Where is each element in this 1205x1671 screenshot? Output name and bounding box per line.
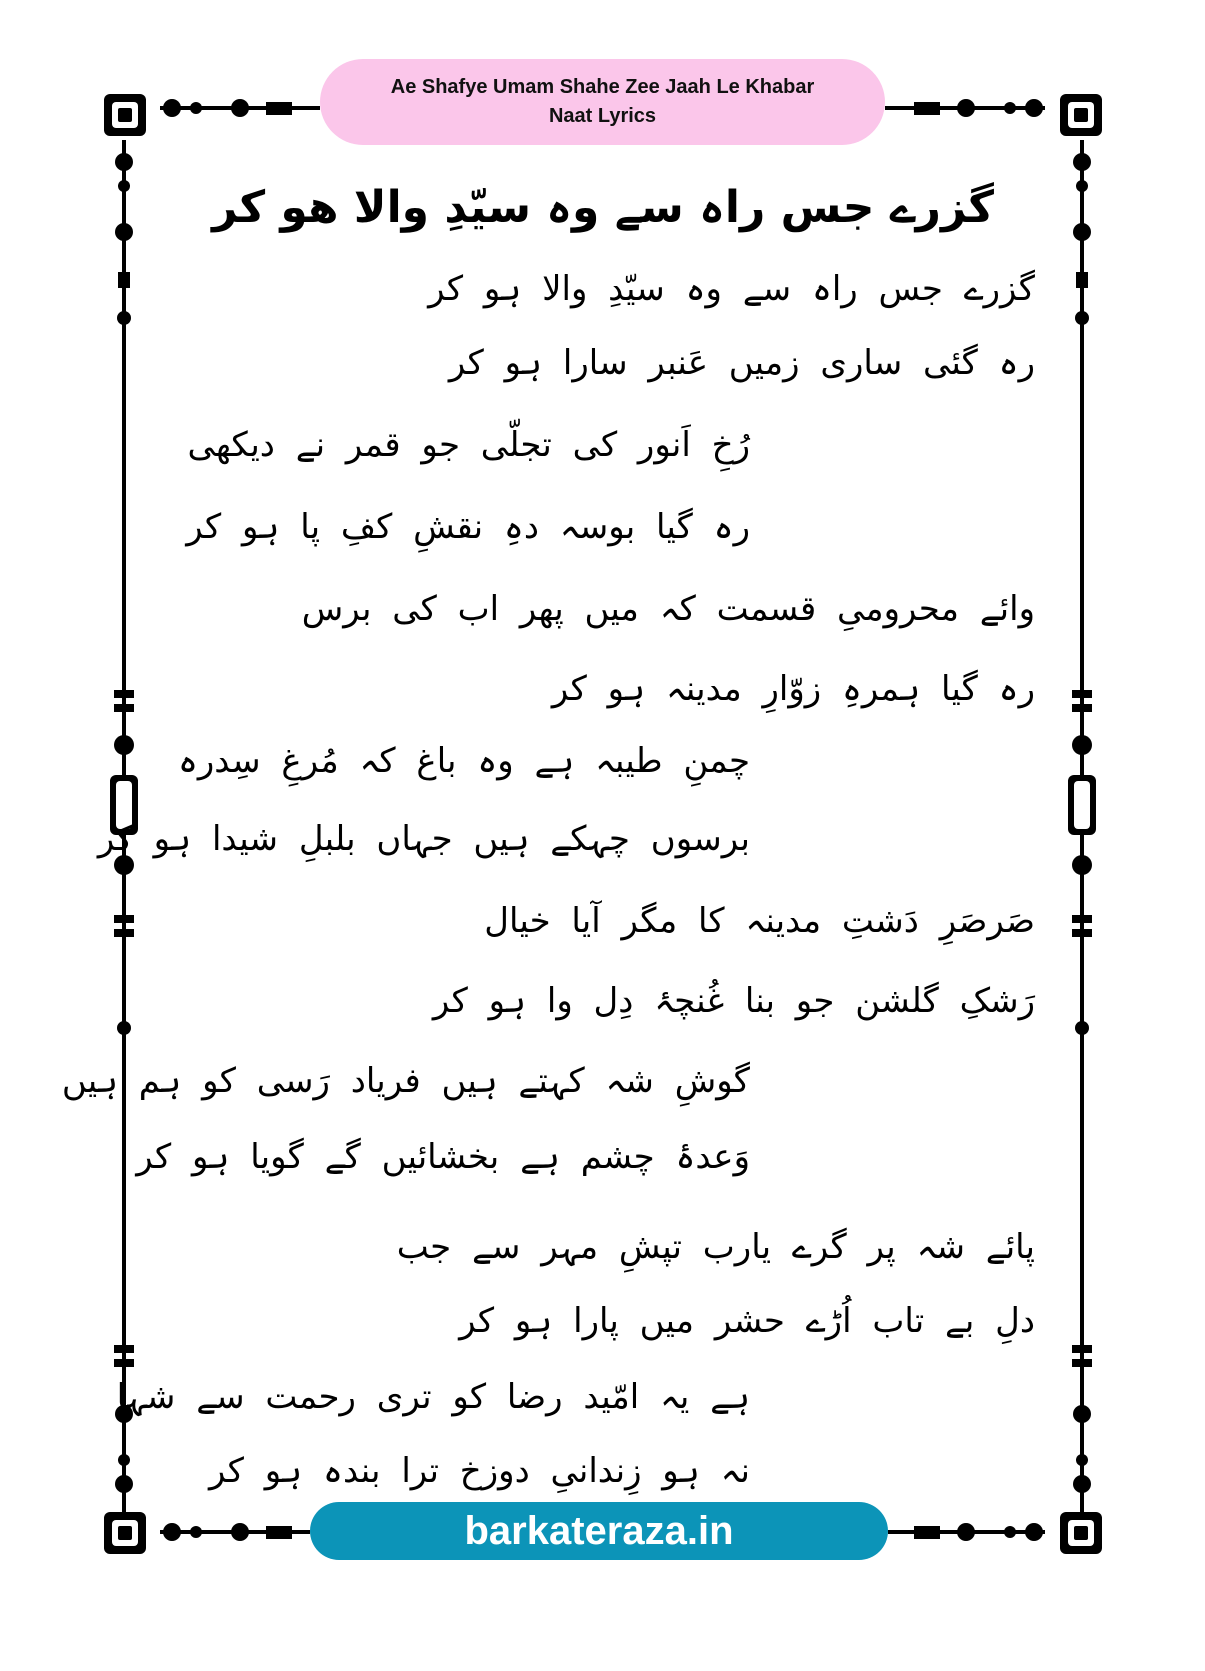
verse-line: رَشکِ گلشن جو بنا غُنچۂ دِل وا ہو کر [432,981,1035,1021]
urdu-heading: گزرے جس راہ سے وہ سیّدِ والا ھو کر [212,181,994,233]
verse-line: وائے محرومیِ قسمت کہ میں پھر اب کی برس [301,589,1035,629]
verse-line: دلِ بے تاب اُڑے حشر میں پارا ہو کر [459,1301,1035,1341]
verse-line: پائے شہ پر گرے یارب تپشِ مہر سے جب [396,1227,1035,1267]
verse-line: رہ گیا ہمرہِ زوّارِ مدینہ ہو کر [551,669,1035,709]
verse-line: ہے یہ امّید رضا کو تری رحمت سے شہا [116,1377,750,1417]
title-line-2: Naat Lyrics [548,105,657,127]
title-banner [320,59,885,145]
site-link-text: barkateraza.in [464,1508,734,1553]
verse-line: گوشِ شہ کہتے ہیں فریاد رَسی کو ہم ہیں [61,1061,750,1101]
verse-line: رُخِ اَنور کی تجلّی جو قمر نے دیکھی [187,425,750,465]
verse-line: صَرصَرِ دَشتِ مدینہ کا مگر آیا خیال [484,901,1035,941]
verse-line: نہ ہو زِندانیِ دوزخ ترا بندہ ہو کر [208,1451,750,1491]
verse-line: گزرے جس راہ سے وہ سیّدِ والا ہو کر [428,269,1035,309]
site-link[interactable] [310,1502,888,1560]
verse-line: برسوں چہکے ہیں جہاں بلبلِ شیدا ہو کر [97,819,750,859]
verse-line: رہ گئی ساری زمیں عَنبر سارا ہو کر [448,343,1035,383]
verse-line: رہ گیا بوسہ دہِ نقشِ کفِ پا ہو کر [186,507,750,547]
title-line-1: Ae Shafye Umam Shahe Zee Jaah Le Khabar [390,76,815,98]
verse-line: وَعدۂ چشم ہے بخشائیں گے گویا ہو کر [136,1137,750,1177]
verse-line: چمنِ طیبہ ہے وہ باغ کہ مُرغِ سِدرہ [177,741,750,781]
